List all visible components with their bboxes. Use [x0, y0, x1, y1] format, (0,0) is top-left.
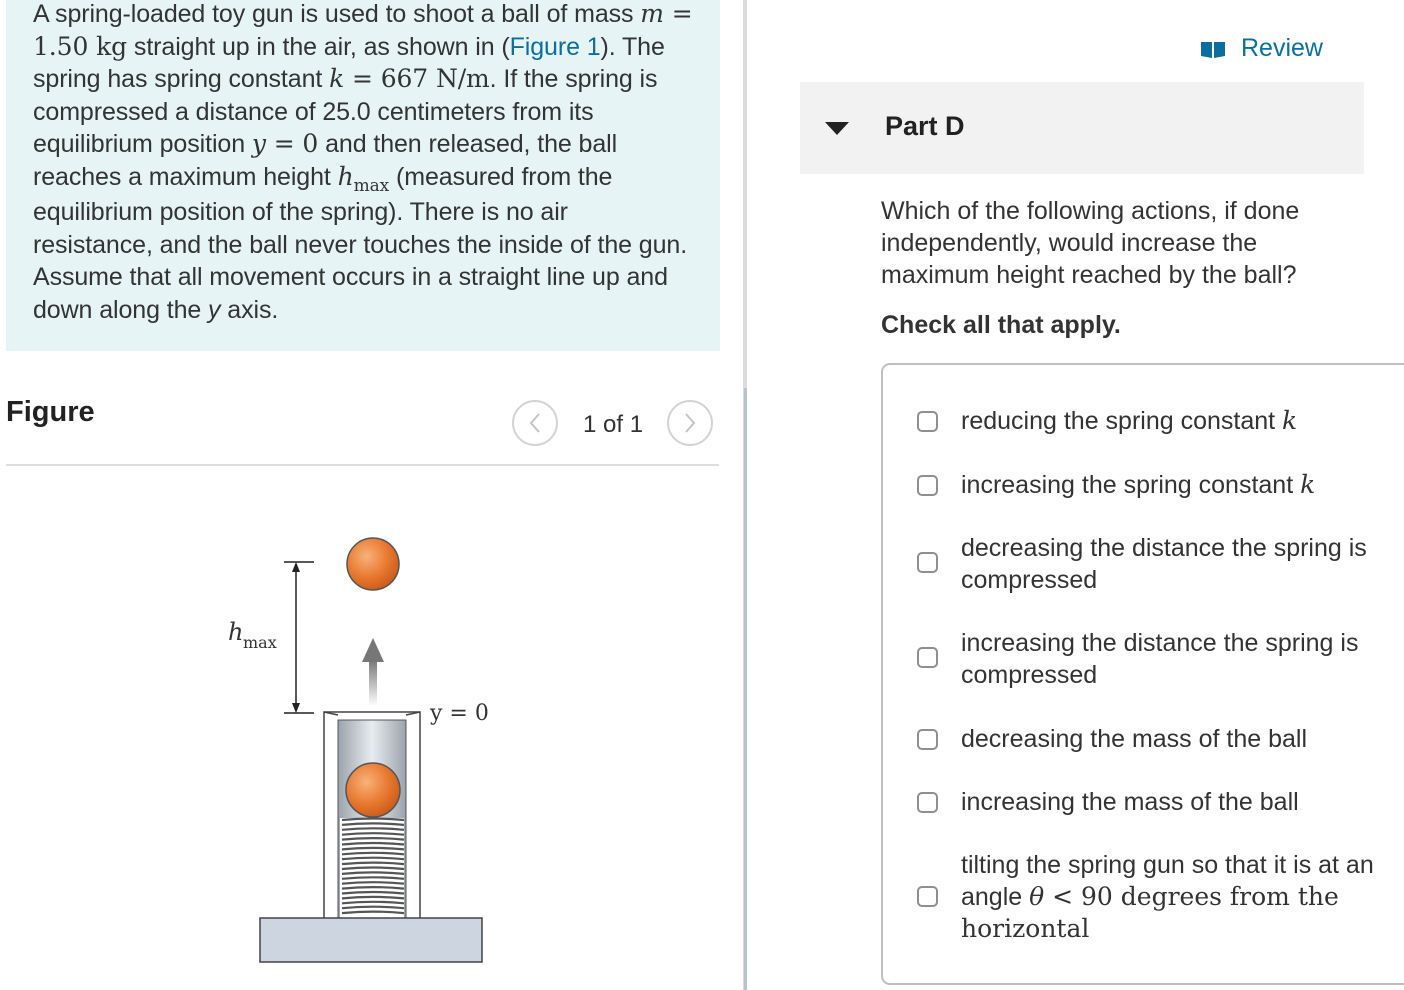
checkbox[interactable]	[917, 411, 938, 432]
problem-text: A spring-loaded toy gun is used to shoot a ball of mass m = 1.50 kg straight up in the air, as shown in (Figure 1). The spring has spring constant k = 667 N/m. If the spring is compressed a distance of 25.0 centimeters from its equilibrium position y = 0 and then released, the ball reaches a maximum height $h_{max}$ (measured from the equilibrium position of the spring). There is no air resistance, and the ball never touches the inside of the gun. Assume that all movement occurs in a straight line up and down along the y axis.	[33, 0, 693, 324]
checkbox[interactable]	[917, 475, 938, 496]
caret-down-icon[interactable]	[825, 122, 849, 136]
option-label[interactable]: reducing the spring constant k	[961, 406, 1298, 435]
chevron-left-icon	[528, 412, 542, 434]
pane-divider-handle[interactable]	[744, 388, 747, 990]
ball-loaded	[346, 763, 400, 817]
figure-divider	[6, 464, 719, 466]
review-label[interactable]: Review	[1241, 34, 1323, 62]
review-link[interactable]	[1199, 34, 1323, 63]
figure-title: Figure	[6, 396, 95, 428]
hmax-label: h	[228, 618, 244, 646]
check-all-instruction: Check all that apply.	[881, 311, 1121, 339]
next-figure-button[interactable]	[667, 400, 713, 446]
book-icon	[1199, 39, 1229, 59]
checkbox[interactable]	[917, 552, 938, 573]
hmax-dimension	[284, 562, 314, 713]
question-text: Which of the following actions, if done independently, would increase the maximum height reached by the ball?	[881, 197, 1300, 289]
spring-gun-figure	[200, 520, 500, 970]
y0-label: y = 0	[430, 701, 489, 726]
option-label[interactable]: increasing the distance the spring is compressed	[961, 629, 1359, 689]
option-label[interactable]: decreasing the distance the spring is compressed	[961, 534, 1367, 594]
hmax-subscript: max	[243, 633, 277, 652]
checkbox[interactable]	[917, 792, 938, 813]
ball-top	[347, 538, 399, 590]
option-label[interactable]: tilting the spring gun so that it is at an angle θ < 90 degrees from the horizontal	[961, 851, 1374, 943]
gun-base	[260, 918, 482, 962]
checkbox[interactable]	[917, 647, 938, 668]
previous-figure-button[interactable]	[512, 400, 558, 446]
checkbox[interactable]	[917, 729, 938, 750]
problem-statement	[6, 0, 720, 351]
chevron-right-icon	[683, 412, 697, 434]
spring	[340, 818, 404, 918]
option-label[interactable]: increasing the mass of the ball	[961, 788, 1299, 816]
part-title: Part D	[885, 111, 965, 141]
part-d-header[interactable]	[800, 82, 1364, 174]
up-arrow-icon	[362, 638, 384, 706]
options-group	[881, 363, 1404, 985]
figure-link[interactable]: Figure 1	[509, 32, 601, 61]
checkbox[interactable]	[917, 886, 938, 907]
option-label[interactable]: increasing the spring constant k	[961, 470, 1316, 499]
figure-pager: 1 of 1	[583, 411, 644, 438]
option-label[interactable]: decreasing the mass of the ball	[961, 725, 1308, 753]
